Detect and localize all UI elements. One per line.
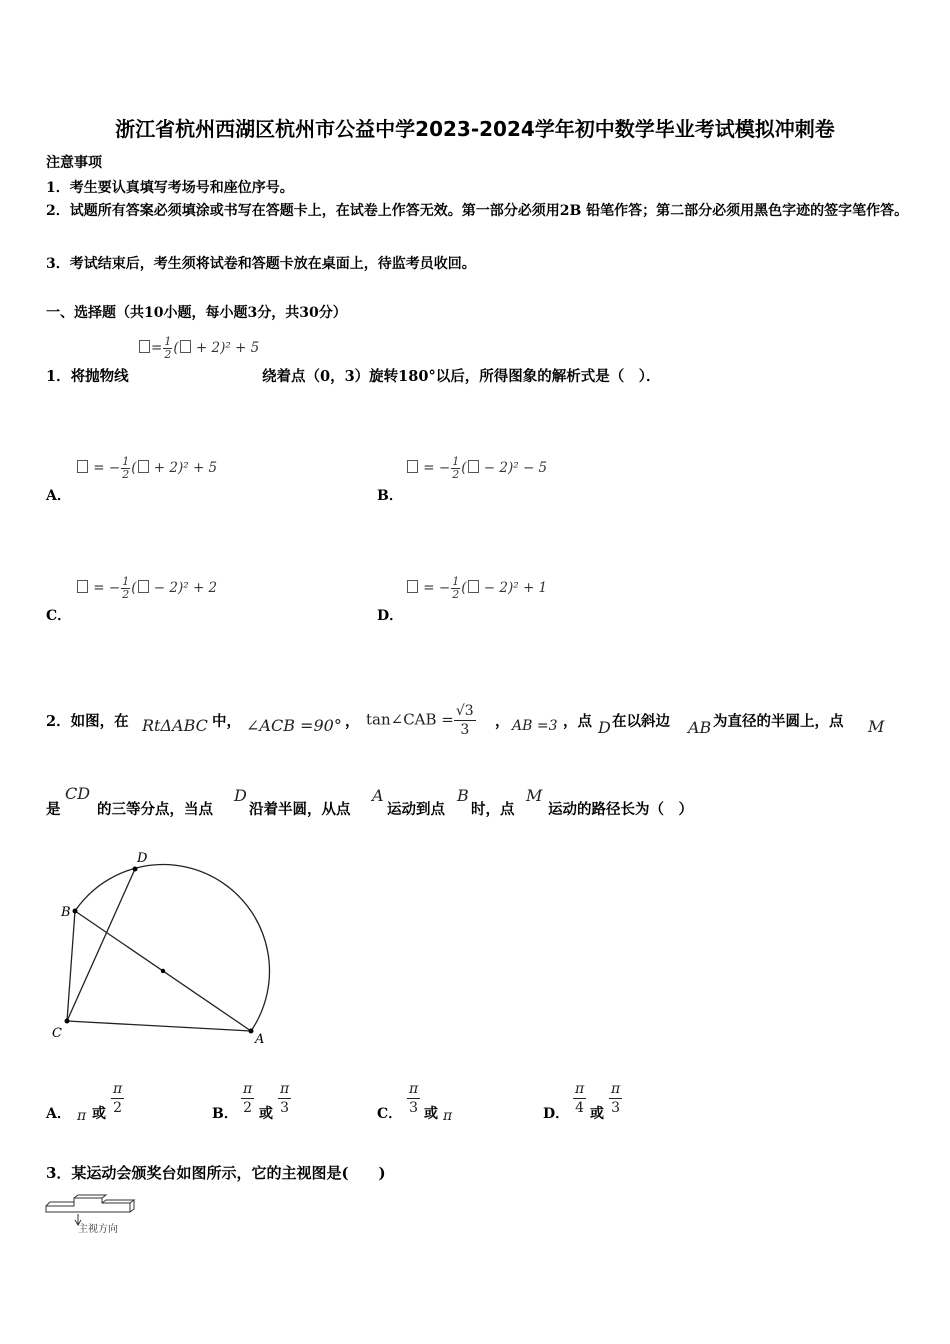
unknown-symbol-icon: [468, 580, 479, 593]
q2-text-3: ，: [345, 713, 360, 730]
unknown-symbol-icon: [407, 580, 418, 593]
q2-tan: tan∠CAB = $\frac{√3}{3}$: [366, 703, 474, 738]
q2-text-1: 2．如图，在: [46, 713, 129, 730]
q2-segment-cd: CD: [65, 784, 91, 803]
q2-triangle: RtΔABC: [142, 716, 208, 735]
q2-line2-text-4: 运动到点: [387, 801, 445, 818]
unknown-symbol-icon: [468, 460, 479, 473]
q2-line2-point-b: B: [457, 786, 469, 805]
notice-item-1: 1．考生要认真填写考场号和座位序号。: [46, 180, 294, 196]
q1-option-d[interactable]: D．: [377, 608, 404, 624]
q1-suffix: 绕着点（0，3）旋转180°以后，所得图象的解析式是（ ）．: [262, 368, 661, 385]
semicircle-arc: [75, 865, 269, 1031]
label-b: B: [61, 905, 71, 920]
page-title: 浙江省杭州西湖区杭州市公益中学2023-2024学年初中数学毕业考试模拟冲刺卷: [115, 117, 835, 141]
unknown-symbol-icon: [138, 460, 149, 473]
q2-option-a[interactable]: A．: [46, 1106, 71, 1122]
q2-point-d: D: [598, 718, 611, 737]
q1-option-c[interactable]: C．: [46, 608, 72, 624]
q2-line2-text-2: 的三等分点，当点: [97, 801, 213, 818]
notice-heading: 注意事项: [46, 155, 102, 171]
unknown-symbol-icon: [139, 340, 150, 353]
q2-option-a-frac: $\frac{\pi}{2}$: [113, 1081, 123, 1116]
q2-line2-text-6: 运动的路径长为（ ）: [548, 801, 693, 818]
segment-ca: [67, 1021, 251, 1031]
q2-line2-point-d: D: [234, 786, 247, 805]
q2-text-5: ，点: [563, 713, 592, 730]
q2-option-b-frac2: $\frac{\pi}{3}$: [280, 1081, 290, 1116]
q2-option-d[interactable]: D．: [543, 1106, 570, 1122]
point-d-dot: [133, 867, 138, 872]
point-a-dot: [249, 1029, 254, 1034]
q3-podium-figure: [44, 1194, 139, 1236]
notice-item-2: 2．试题所有答案必须填涂或书写在答题卡上，在试卷上作答无效。第一部分必须用2B 铅笔作答；第二部分必须用黑色字迹的签字笔作答。: [46, 203, 909, 219]
q2-option-c[interactable]: C．: [377, 1106, 403, 1122]
unknown-symbol-icon: [180, 340, 191, 353]
q1-option-d-formula: = − $\frac{1}{2}$ ( − 2)² + 1: [406, 576, 547, 601]
label-c: C: [52, 1026, 62, 1041]
center-dot: [161, 969, 165, 973]
q2-ab-length: AB =3: [512, 718, 558, 734]
unknown-symbol-icon: [407, 460, 418, 473]
q2-text-6: 在以斜边: [612, 713, 670, 730]
q2-hypotenuse: AB: [688, 718, 712, 737]
q2-text-7: 为直径的半圆上，点: [713, 713, 844, 730]
q1-option-c-formula: = − $\frac{1}{2}$ ( − 2)² + 2: [76, 576, 217, 601]
q2-point-m: M: [868, 717, 885, 736]
q2-text-2: 中，: [212, 713, 241, 730]
q2-line2-text-5: 时，点: [471, 801, 515, 818]
point-b-dot: [73, 909, 78, 914]
view-direction-label: 主视方向: [78, 1224, 118, 1235]
label-a: A: [255, 1032, 265, 1047]
q2-line2-text-1: 是: [46, 801, 61, 818]
q2-option-c-frac: $\frac{\pi}{3}$: [409, 1081, 419, 1116]
q1-prefix: 1．将抛物线: [46, 368, 129, 385]
q1-option-b-formula: = − $\frac{1}{2}$ ( − 2)² − 5: [406, 456, 547, 481]
q2-angle: ∠ACB =90°: [246, 716, 342, 735]
q2-text-4: ，: [495, 713, 510, 730]
unknown-symbol-icon: [138, 580, 149, 593]
q2-line2-point-m: M: [526, 786, 543, 805]
q2-option-c-or: 或: [424, 1106, 438, 1122]
point-c-dot: [65, 1019, 70, 1024]
q1-option-a-formula: = − $\frac{1}{2}$ ( + 2)² + 5: [76, 456, 217, 481]
notice-item-3: 3．考试结束后，考生须将试卷和答题卡放在桌面上，待监考员收回。: [46, 256, 476, 272]
q1-formula: = $\frac{1}{2}$ ( + 2)² + 5: [138, 336, 259, 361]
q1-option-a[interactable]: A．: [46, 488, 71, 504]
q2-option-b[interactable]: B．: [212, 1106, 238, 1122]
q3-text: 3．某运动会颁奖台如图所示，它的主视图是( ): [46, 1164, 386, 1182]
q2-semicircle-figure: [40, 840, 290, 1055]
q2-option-d-frac1: $\frac{\pi}{4}$: [575, 1081, 585, 1116]
unknown-symbol-icon: [77, 580, 88, 593]
section-heading-choice: 一、选择题（共10小题，每小题3分，共30分）: [46, 305, 347, 321]
q2-option-d-or: 或: [590, 1106, 604, 1122]
q2-option-a-or: 或: [92, 1106, 106, 1122]
label-d: D: [137, 851, 148, 866]
q2-option-a-pi: π: [77, 1108, 87, 1124]
q2-option-b-or: 或: [259, 1106, 273, 1122]
q2-option-d-frac2: $\frac{\pi}{3}$: [611, 1081, 621, 1116]
q2-option-b-frac1: $\frac{\pi}{2}$: [243, 1081, 253, 1116]
q1-option-b[interactable]: B．: [377, 488, 403, 504]
q2-option-c-pi: π: [443, 1108, 453, 1124]
unknown-symbol-icon: [77, 460, 88, 473]
q2-line2-point-a: A: [372, 786, 384, 805]
q2-line2-text-3: 沿着半圆，从点: [249, 801, 351, 818]
